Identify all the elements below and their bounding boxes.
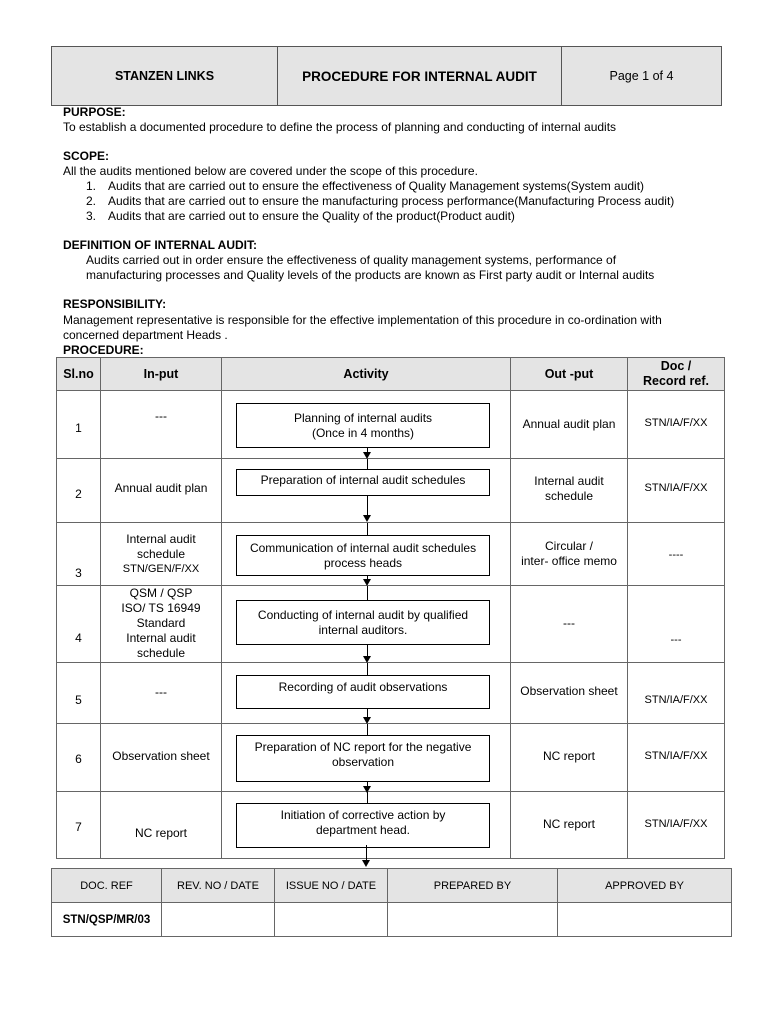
row-input: NC report xyxy=(134,826,187,840)
procedure-table xyxy=(56,357,725,859)
scope-heading: SCOPE: xyxy=(63,149,110,163)
table-row xyxy=(57,523,725,586)
definition-heading: DEFINITION OF INTERNAL AUDIT: xyxy=(63,238,257,252)
table-row xyxy=(57,586,725,663)
flow-arrow xyxy=(367,496,368,516)
activity-box: Recording of audit observations xyxy=(236,675,490,709)
row-input: Annual audit plan xyxy=(114,481,208,495)
table-header-row xyxy=(57,358,725,391)
row-slno: 2 xyxy=(75,487,82,501)
column-header-doc-ref: Doc / Record ref. xyxy=(628,358,725,391)
row-slno: 3 xyxy=(75,566,82,580)
scope-list xyxy=(86,179,674,224)
row-output: Observation sheet xyxy=(520,684,618,698)
arrow-down-icon xyxy=(362,860,370,867)
table-row xyxy=(57,663,725,724)
row-output: --- xyxy=(563,616,575,630)
row-input: QSM / QSP ISO/ TS 16949 Standard Internal audit schedule xyxy=(121,586,201,660)
column-header-activity: Activity xyxy=(222,358,511,391)
company-name: STANZEN LINKS xyxy=(52,47,278,105)
footer-approved-value xyxy=(558,903,732,937)
arrow-down-icon xyxy=(363,656,371,663)
table-row xyxy=(57,459,725,523)
row-doc-ref: STN/IA/F/XX xyxy=(644,694,708,706)
footer-header-issue: ISSUE NO / DATE xyxy=(275,869,388,903)
row-output: NC report xyxy=(542,817,595,831)
page-number: Page 1 of 4 xyxy=(609,69,674,83)
footer-header-row xyxy=(52,869,732,903)
activity-box: Initiation of corrective action by department head. xyxy=(236,803,490,848)
flow-arrow xyxy=(367,459,368,469)
definition-line: Audits carried out in order ensure the effectiveness of quality management systems, performance of xyxy=(86,253,617,267)
row-input: --- xyxy=(155,409,167,423)
column-header-input: In-put xyxy=(101,358,222,391)
purpose-heading: PURPOSE: xyxy=(63,105,126,119)
flow-arrow xyxy=(367,724,368,735)
row-slno: 4 xyxy=(75,631,82,645)
column-header-slno: Sl.no xyxy=(57,358,101,391)
footer-doc-ref-value: STN/QSP/MR/03 xyxy=(52,903,162,937)
activity-box: Preparation of internal audit schedules xyxy=(236,469,490,496)
document-control-table xyxy=(51,868,732,937)
flow-arrow xyxy=(367,792,368,803)
row-doc-ref: STN/IA/F/XX xyxy=(644,750,708,762)
scope-intro: All the audits mentioned below are covered under the scope of this procedure. xyxy=(63,164,478,178)
row-doc-ref: STN/IA/F/XX xyxy=(644,818,708,830)
arrow-down-icon xyxy=(363,515,371,522)
list-item: 2. Audits that are carried out to ensure the manufacturing process performance(Manufacturing Process audit) xyxy=(86,194,675,208)
purpose-text: To establish a documented procedure to define the process of planning and conducting of internal audits xyxy=(63,120,617,134)
list-item: 1. Audits that are carried out to ensure the effectiveness of Quality Management systems(System audit) xyxy=(86,179,645,193)
responsibility-line: Management representative is responsible for the effective implementation of this procedure in co-ordination with xyxy=(63,313,662,327)
footer-header-doc-ref: DOC. REF xyxy=(52,869,162,903)
document-header xyxy=(51,46,722,106)
table-row xyxy=(57,724,725,792)
arrow-down-icon xyxy=(363,452,371,459)
activity-box: Conducting of internal audit by qualified internal auditors. xyxy=(236,600,490,645)
footer-header-rev: REV. NO / DATE xyxy=(162,869,275,903)
footer-prepared-value xyxy=(388,903,558,937)
activity-box: Communication of internal audit schedules process heads xyxy=(236,535,490,576)
row-doc-ref: STN/IA/F/XX xyxy=(644,417,708,429)
flow-arrow xyxy=(367,663,368,675)
flow-arrow xyxy=(367,586,368,600)
row-output: NC report xyxy=(542,749,595,763)
procedure-heading: PROCEDURE: xyxy=(63,343,144,357)
row-doc-ref: --- xyxy=(670,634,682,646)
row-input: --- xyxy=(155,685,167,699)
activity-box: Planning of internal audits (Once in 4 months) xyxy=(236,403,490,448)
flow-arrow xyxy=(366,845,367,861)
arrow-down-icon xyxy=(363,717,371,724)
row-output: Annual audit plan xyxy=(522,417,616,431)
row-slno: 1 xyxy=(75,421,82,435)
table-row xyxy=(57,391,725,459)
footer-header-approved-by: APPROVED BY xyxy=(558,869,732,903)
document-title: PROCEDURE FOR INTERNAL AUDIT xyxy=(278,47,562,105)
flow-arrow xyxy=(367,523,368,535)
row-slno: 7 xyxy=(75,820,82,834)
responsibility-line: concerned department Heads . xyxy=(63,328,228,342)
list-item: 3. Audits that are carried out to ensure the Quality of the product(Product audit) xyxy=(86,209,515,223)
footer-rev-value xyxy=(162,903,275,937)
row-output: Circular / inter- office memo xyxy=(521,539,617,568)
row-input: Observation sheet xyxy=(112,749,210,763)
row-slno: 5 xyxy=(75,693,82,707)
footer-header-prepared-by: PREPARED BY xyxy=(388,869,558,903)
arrow-down-icon xyxy=(363,579,371,586)
responsibility-heading: RESPONSIBILITY: xyxy=(63,297,167,311)
row-output: Internal audit schedule xyxy=(534,474,604,503)
footer-value-row xyxy=(52,903,732,937)
activity-box: Preparation of NC report for the negative observation xyxy=(236,735,490,782)
row-input: Internal audit schedule STN/GEN/F/XX xyxy=(122,532,200,575)
row-doc-ref: ---- xyxy=(668,549,684,561)
row-doc-ref: STN/IA/F/XX xyxy=(644,482,708,494)
row-slno: 6 xyxy=(75,752,82,766)
table-row xyxy=(57,792,725,859)
column-header-output: Out -put xyxy=(511,358,628,391)
definition-line: manufacturing processes and Quality levels of the products are known as First party audit or Internal audits xyxy=(86,268,655,282)
footer-issue-value xyxy=(275,903,388,937)
